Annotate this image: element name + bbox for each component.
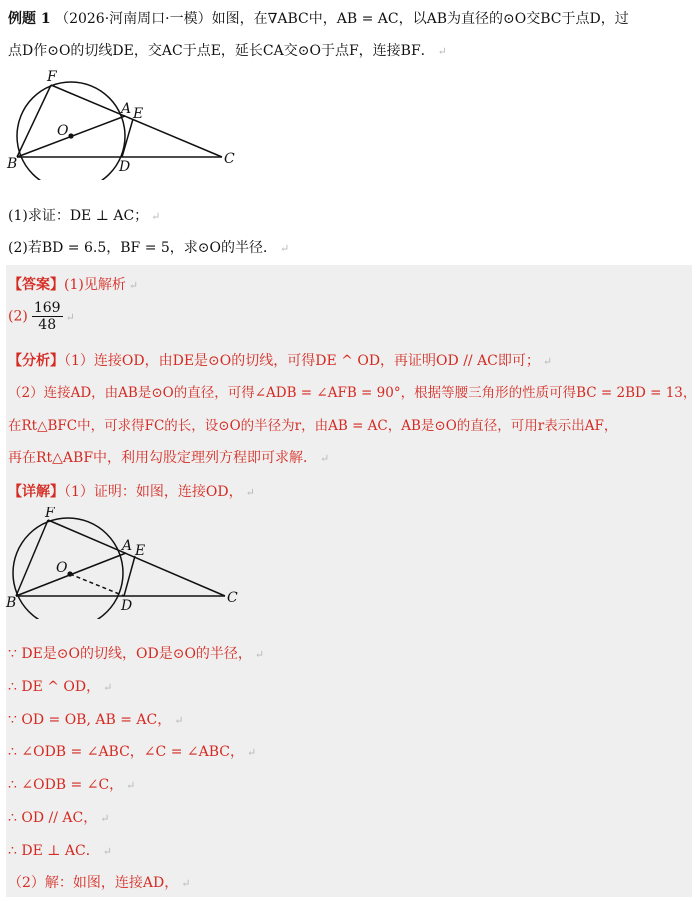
label-o: O [57,123,69,139]
question-part-2-text: (2)若BD = 6.5，BF = 5，求⊙O的半径． [8,240,277,256]
label-d: D [121,598,133,614]
paragraph-mark-icon: ↵ [181,877,191,890]
paragraph-mark-icon: ↵ [320,452,330,465]
answer-line-1 [8,274,138,294]
detail-line-intro [8,481,255,501]
label-e: E [135,543,146,559]
answer-numerator: 169 [33,300,61,316]
proof-step-7 [8,840,112,860]
answer-part-1: (1)见解析 [64,277,126,293]
question-label: 例题 1 [8,11,51,27]
label-a: A [121,101,132,117]
paragraph-mark-icon: ↵ [280,242,290,255]
paragraph-mark-icon: ↵ [100,812,110,825]
geometry-diagram-2 [4,507,244,619]
paragraph-mark-icon: ↵ [128,279,139,292]
paragraph-mark-icon: ↵ [437,45,447,58]
answer-fraction [32,300,63,333]
paragraph-mark-icon: ↵ [65,310,75,324]
label-c: C [224,151,235,167]
question-text-1: （2026·河南周口·一模）如图，在∇ABC中，AB = AC，以AB为直径的⊙O交BC于点D，过 [55,11,629,27]
paragraph-mark-icon: ↵ [151,210,161,223]
question-line-1 [8,8,629,28]
proof-step-5-text: ∴ ∠ODB = ∠C， [8,777,124,793]
center-point-o [68,133,73,138]
label-f: F [47,69,57,85]
proof-step-6 [8,807,109,827]
paragraph-mark-icon: ↵ [254,648,265,661]
proof-step-2 [8,676,112,696]
question-part-1 [8,205,160,225]
answer-part-2-prefix: (2) [8,308,28,325]
label-d: D [119,159,131,175]
paragraph-mark-icon: ↵ [102,845,112,858]
proof-step-3 [8,709,183,729]
analysis-line-4 [8,447,329,467]
label-c: C [227,590,238,606]
proof-step-7-text: ∴ DE ⊥ AC． [8,843,100,859]
segment-de [124,556,135,596]
paragraph-mark-icon: ↵ [245,486,255,499]
segment-od-dashed [70,574,124,596]
question-text-2: 点D作⊙O的切线DE，交AC于点E，延长CA交⊙O于点F，连接BF． [8,43,435,59]
label-b: B [7,156,18,172]
answer-line-2 [8,300,75,333]
proof-step-4 [8,741,256,761]
answer-denominator: 48 [38,317,57,333]
analysis-tag: 【分析】 [8,353,64,369]
proof-step-3-text: ∵ OD = OB, AB = AC， [8,712,172,728]
label-f: F [45,507,55,521]
paragraph-mark-icon: ↵ [174,714,184,727]
label-b: B [6,595,17,611]
analysis-text-3: 在Rt△BFC中，可求得FC的长，设⊙O的半径为r，由AB = AC，AB是⊙O的直径，可用r表示出AF， [8,418,618,434]
proof-step-2-text: ∴ DE ^ OD， [8,679,101,695]
answer-tag: 【答案】 [8,277,64,293]
question-part-1-text: (1)求证：DE ⊥ AC； [8,208,149,224]
analysis-line-1 [8,350,552,370]
paragraph-mark-icon: ↵ [103,681,113,694]
proof-step-5 [8,774,135,794]
geometry-diagram-1 [4,68,244,180]
detail-tag: 【详解】 [8,484,64,500]
proof-step-4-text: ∴ ∠ODB = ∠ABC，∠C = ∠ABC， [8,744,244,760]
analysis-text-4: 再在Rt△ABF中，利用勾股定理列方程即可求解． [8,450,318,466]
proof-step-1 [8,643,264,663]
paragraph-mark-icon: ↵ [542,355,553,368]
label-o: O [56,560,68,576]
question-line-2 [8,40,447,60]
label-a: A [122,538,133,554]
circle-o [17,82,125,180]
circle-o [13,518,123,619]
paragraph-mark-icon: ↵ [126,779,136,792]
analysis-line-2 [8,381,696,401]
detail-intro-text: （1）证明：如图，连接OD， [64,484,243,500]
detail-part-2 [8,872,190,892]
proof-step-1-text: ∵ DE是⊙O的切线，OD是⊙O的半径， [8,646,252,662]
label-e: E [133,106,144,122]
analysis-text-1: （1）连接OD，由DE是⊙O的切线，可得DE ^ OD，再证明OD // AC即可； [64,353,540,369]
proof-step-6-text: ∴ OD // AC， [8,810,98,826]
center-point-o [67,571,72,576]
question-part-2 [8,237,289,257]
paragraph-mark-icon: ↵ [246,746,257,759]
detail-part-2-text: （2）解：如图，连接AD， [8,875,179,891]
analysis-text-2: （2）连接AD，由AB是⊙O的直径，可得∠ADB = ∠AFB = 90°，根据等腰三角形的性质可得BC = 2BD = 13， [8,385,696,401]
analysis-line-3 [8,414,617,434]
